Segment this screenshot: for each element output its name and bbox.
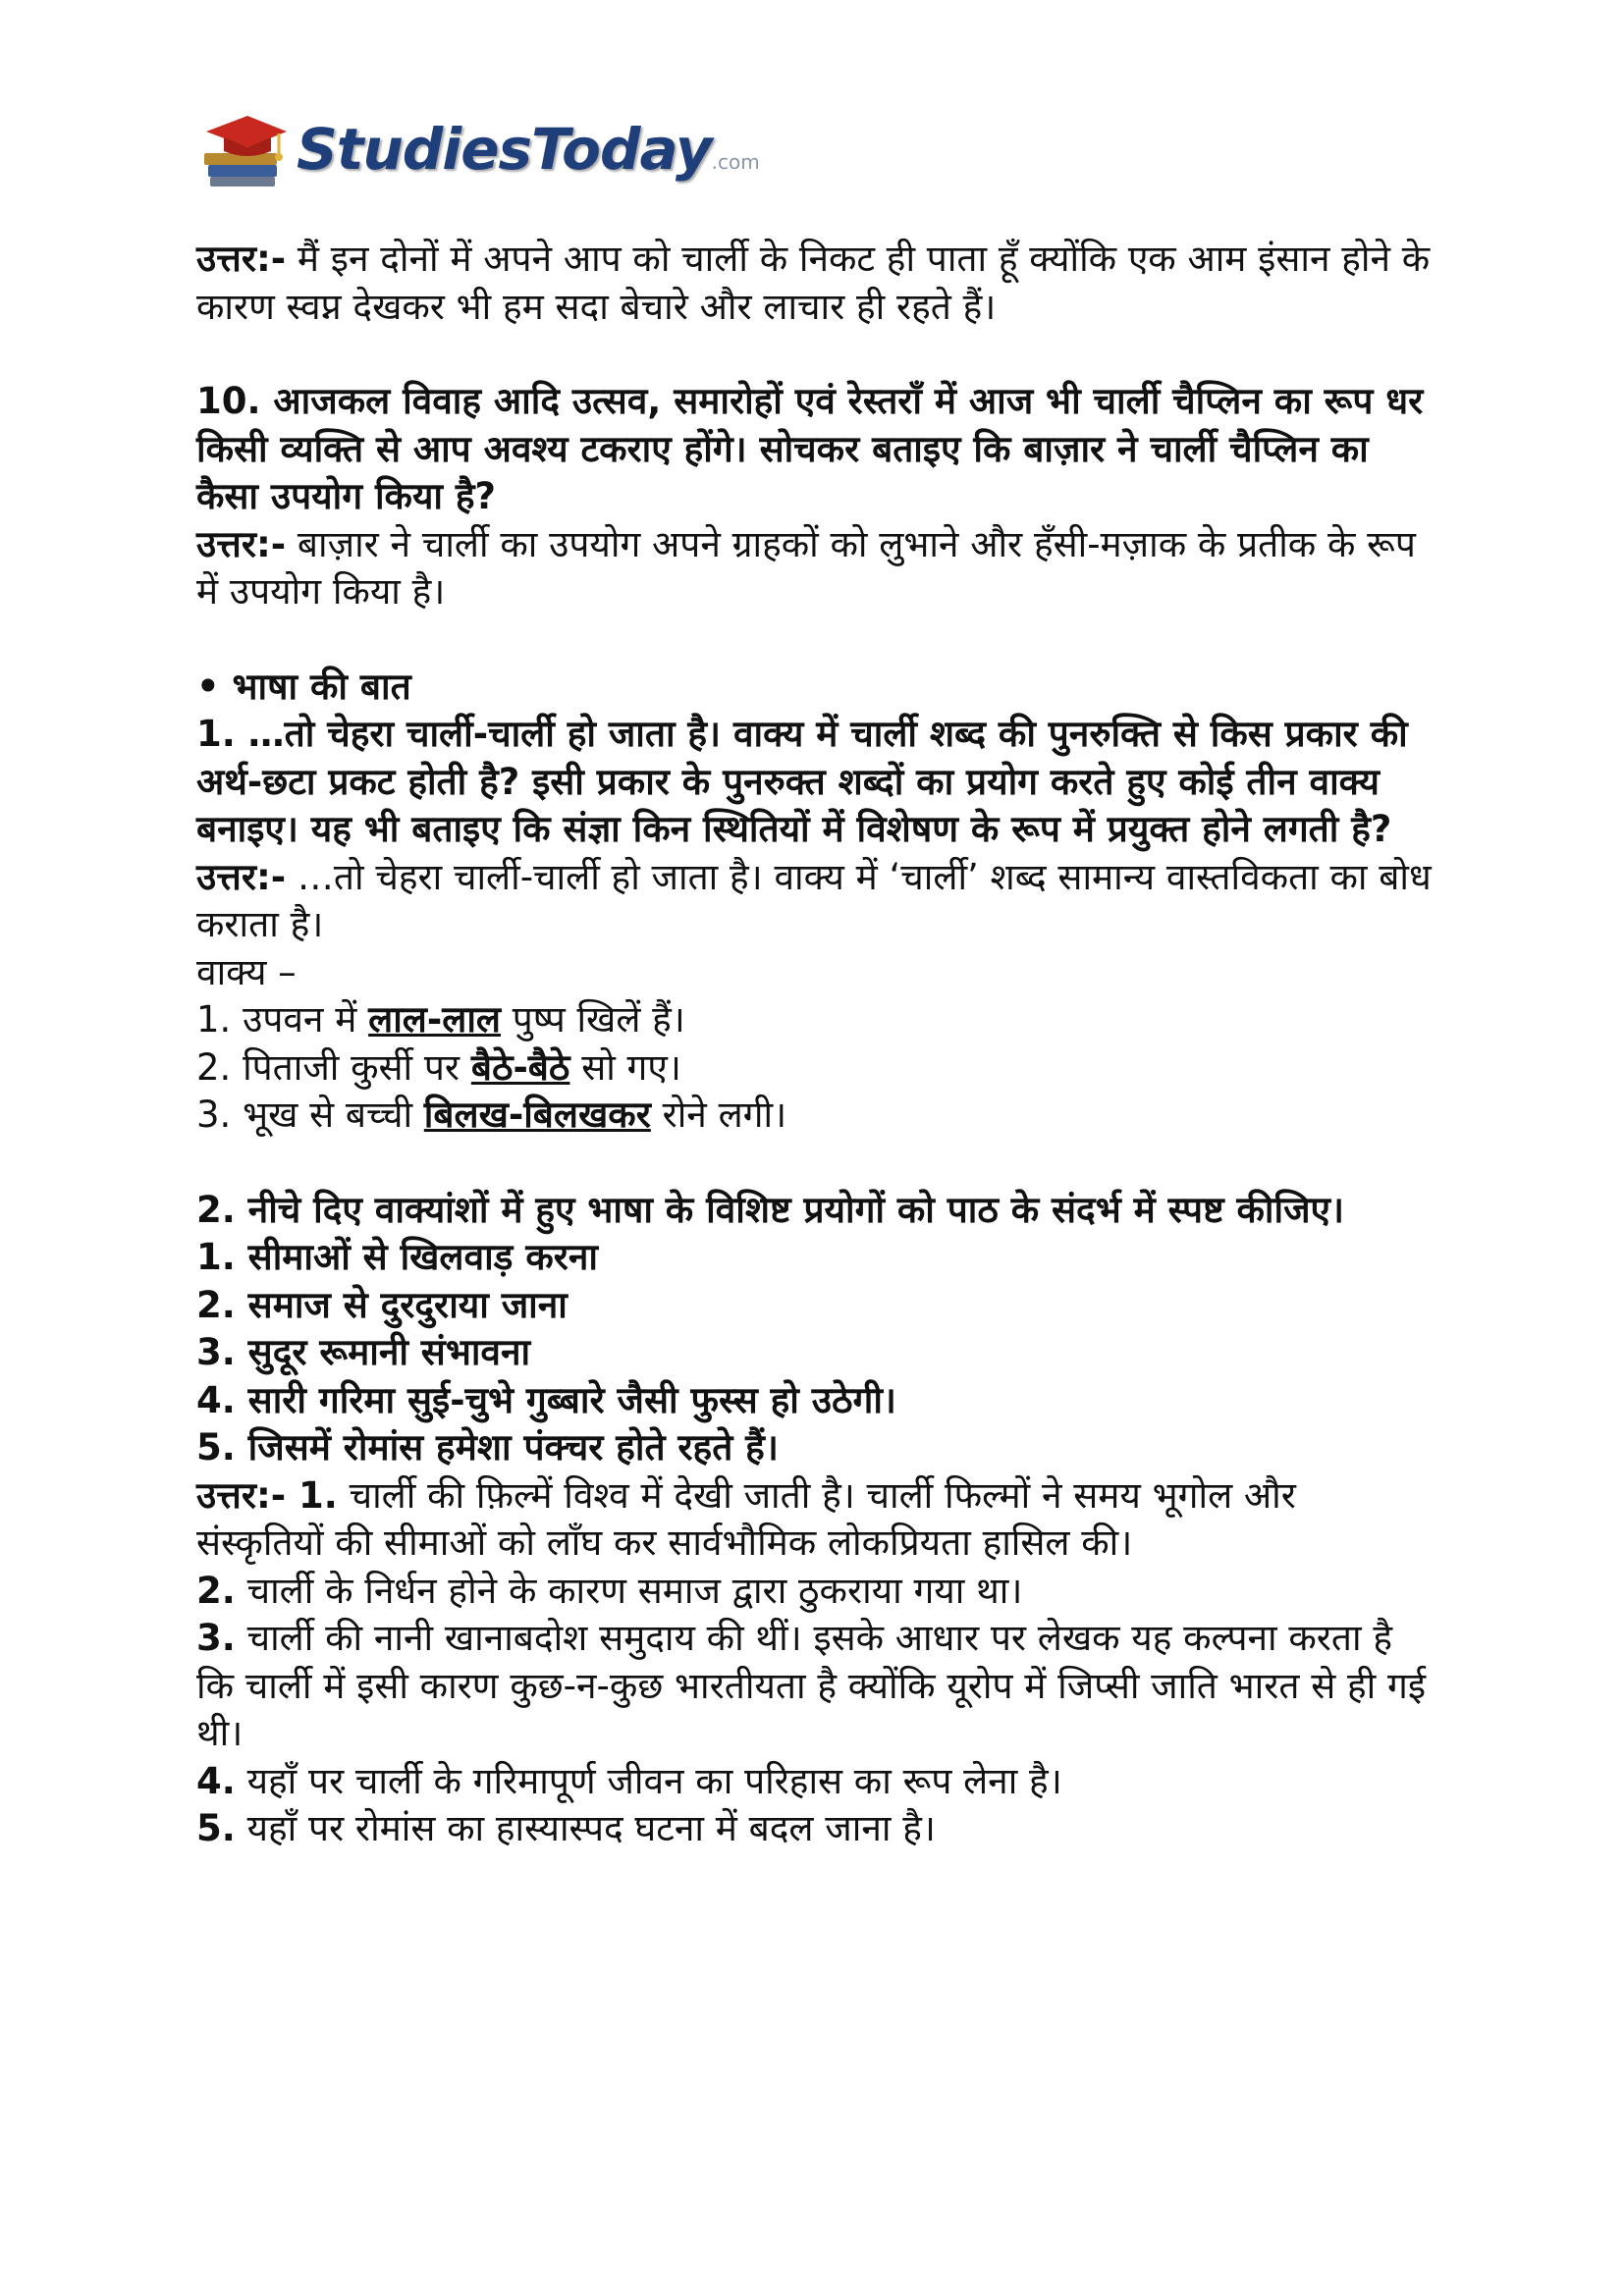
examples-label: वाक्य –	[196, 950, 297, 993]
question-2: 2. नीचे दिए वाक्यांशों में हुए भाषा के विशिष्ट प्रयोगों को पाठ के संदर्भ में स्पष्ट कीजिए।	[196, 1188, 1345, 1231]
answer-text: चार्ली के निर्धन होने के कारण समाज द्वारा ठुकराया गया था।	[235, 1569, 1023, 1612]
answer-text: चार्ली की फ़िल्में विश्व में देखी जाती है। चार्ली फिल्मों ने समय भूगोल और संस्कृतियों की सीमाओं को लाँघ कर सार्वभौमिक लोकप्रियता हासिल की।	[196, 1473, 1296, 1564]
question-1: 1. …तो चेहरा चार्ली-चार्ली हो जाता है। वाक्य में चार्ली शब्द की पुनरुक्ति से किस प्रकार की अर्थ-छटा प्रकट होती है? इसी प्रकार के पुनरुक्त शब्दों का प्रयोग करते हुए कोई तीन वाक्य बनाइए। यह भी बताइए कि संज्ञा किन स्थितियों में विशेषण के रूप में प्रयुक्त होने लगती है?	[196, 713, 1408, 850]
phrase-item: 2. समाज से दुरदुराया जाना	[196, 1283, 568, 1326]
answer-text: यहाँ पर रोमांस का हास्यास्पद घटना में बदल जाना है।	[235, 1807, 936, 1849]
answer-block	[196, 521, 1434, 616]
answer-block	[196, 1568, 1434, 1616]
example-text: 2. पिताजी कुर्सी पर	[196, 1045, 471, 1089]
example-text: पुष्प खिलें हैं।	[501, 998, 685, 1041]
answer-number: 5.	[196, 1807, 236, 1849]
example-sentence	[196, 1044, 1434, 1093]
answer-text: मैं इन दोनों में अपने आप को चार्ली के निकट ही पाता हूँ क्योंकि एक आम इंसान होने के कारण स्वप्न देखकर भी हम सदा बेचारे और लाचार ही रहते हैं।	[196, 238, 1431, 328]
studiestoday-logo	[196, 98, 760, 206]
answer-text: बाज़ार ने चार्ली का उपयोग अपने ग्राहकों को लुभाने और हँसी-मज़ाक के प्रतीक के रूप में उपयोग किया है।	[196, 522, 1416, 613]
answer-text: यहाँ पर चार्ली के गरिमापूर्ण जीवन का परिहास का रूप लेना है।	[235, 1759, 1062, 1802]
example-sentence	[196, 1092, 1434, 1140]
answer-text: …तो चेहरा चार्ली-चार्ली हो जाता है। वाक्य में ‘चार्ली’ शब्द सामान्य वास्तविकता का बोध कराता है।	[196, 855, 1432, 945]
answer-label: उत्तर:-	[196, 855, 287, 898]
answer-block	[196, 1472, 1434, 1568]
example-text: सो गए।	[569, 1045, 681, 1089]
example-sentence	[196, 996, 1434, 1044]
phrase-item: 4. सारी गरिमा सुई-चुभे गुब्बारे जैसी फुस्स हो उठेगी।	[196, 1378, 896, 1421]
answer-block	[196, 1615, 1434, 1758]
answer-number: 4.	[196, 1759, 236, 1802]
phrase-item: 5. जिसमें रोमांस हमेशा पंक्चर होते रहते हैं।	[196, 1426, 779, 1468]
graduation-cap-books-icon	[196, 104, 290, 197]
example-text: 3. भूख से बच्ची	[196, 1094, 424, 1136]
example-word: बैठे-बैठे	[470, 1045, 570, 1089]
question-10: 10. आजकल विवाह आदि उत्सव, समारोहों एवं रेस्तराँ में आज भी चार्ली चैप्लिन का रूप धर किसी व्यक्ति से आप अवश्य टकराए होंगे। सोचकर बताइए कि बाज़ार ने चार्ली चैप्लिन का कैसा उपयोग किया है?	[196, 380, 1424, 517]
answer-block	[196, 236, 1434, 331]
answer-block	[196, 1758, 1434, 1806]
answer-label: उत्तर:-	[196, 522, 287, 565]
example-text: 1. उपवन में	[196, 998, 369, 1041]
document-body	[196, 236, 1434, 1853]
phrase-item: 3. सुदूर रूमानी संभावना	[196, 1331, 531, 1373]
example-word: लाल-लाल	[368, 998, 501, 1041]
logo-wordmark	[297, 116, 760, 183]
logo-name: StudiesToday	[297, 116, 712, 183]
answer-number: 2.	[196, 1569, 236, 1612]
phrase-item: 1. सीमाओं से खिलवाड़ करना	[196, 1236, 599, 1278]
answer-text: चार्ली की नानी खानाबदोश समुदाय की थीं। इसके आधार पर लेखक यह कल्पना करता है कि चार्ली में इसी कारण कुछ-न-कुछ भारतीयता है क्योंकि यूरोप में जिप्सी जाति भारत से ही गई थी।	[196, 1617, 1426, 1754]
answer-label: उत्तर:-	[196, 1473, 287, 1517]
answer-label: उत्तर:-	[196, 238, 287, 280]
answer-number: 3.	[196, 1617, 236, 1659]
logo-suffix: .com	[711, 150, 760, 174]
example-word: बिलख-बिलखकर	[423, 1094, 651, 1136]
example-text: रोने लगी।	[650, 1094, 787, 1136]
answer-number: 1.	[286, 1473, 338, 1517]
answer-block	[196, 1805, 1434, 1853]
section-heading: • भाषा की बात	[196, 665, 411, 708]
answer-block	[196, 854, 1434, 949]
